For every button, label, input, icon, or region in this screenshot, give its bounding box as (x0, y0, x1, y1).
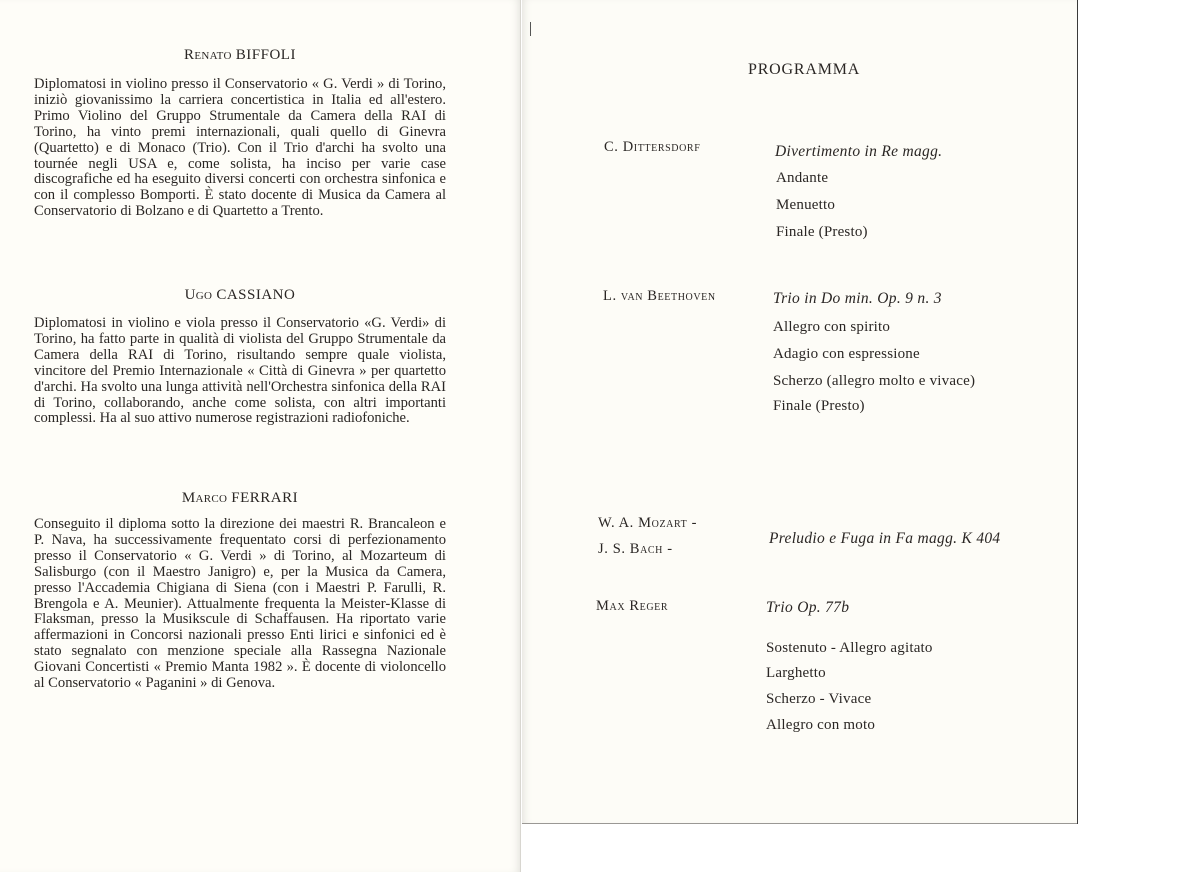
movement: Finale (Presto) (773, 398, 865, 414)
bio-last-name: CASSIANO (216, 287, 296, 303)
composer-dittersdorf: C. Dittersdorf (604, 139, 701, 155)
composer-beethoven: L. van Beethoven (603, 288, 716, 304)
bio-name-biffoli (0, 47, 480, 64)
bio-first-name: Renato (184, 47, 232, 63)
bio-text-biffoli: Diplomatosi in violino presso il Conservatorio « G. Verdi » di Torino, iniziò giovanissimo la carriera concertistica in Italia ed all'estero. Primo Violino del Gruppo Strumentale da Camera della RAI di Torino, ha vinto premi internazionali, quali quello di Ginevra (Quartetto) e di Monaco (Trio). Con il Trio d'archi ha svolto una tournée negli USA e, come solista, ha inciso per varie case discografiche ed ha eseguito diversi concerti con orchestra sinfonica e con il complesso Bomporti. È stato docente di Musica da Camera al Conservatorio di Bolzano e di Quartetto a Trento. (34, 76, 446, 220)
fold-mark (530, 22, 531, 36)
composer-reger: Max Reger (596, 598, 669, 614)
programma-title: PROGRAMMA (748, 61, 861, 78)
bio-name-cassiano (0, 287, 480, 304)
movement: Scherzo (allegro molto e vivace) (773, 373, 976, 389)
bio-name-ferrari (0, 490, 480, 507)
movement: Finale (Presto) (776, 224, 868, 240)
work-title-reger: Trio Op. 77b (766, 599, 850, 616)
movement: Andante (776, 170, 829, 186)
composer-bach: J. S. Bach - (598, 541, 673, 557)
left-page (0, 0, 521, 872)
bio-text-cassiano: Diplomatosi in violino e viola presso il Conservatorio «G. Verdi» di Torino, ha fatto parte in qualità di violista del Gruppo Strumentale da Camera della RAI di Torino, risultando sempre quale violista, vincitore del Premio Internazionale « Città di Ginevra » per quartetto d'archi. Ha svolto una lunga attività nell'Orchestra sinfonica della RAI di Torino, collaborando, anche come solista, con altri importanti complessi. Ha al suo attivo numerose registrazioni radiofoniche. (34, 315, 446, 427)
bio-first-name: Marco (181, 490, 228, 506)
movement: Allegro con moto (766, 717, 876, 733)
bio-last-name: FERRARI (231, 490, 299, 506)
movement: Allegro con spirito (773, 319, 891, 335)
bio-last-name: BIFFOLI (235, 47, 296, 63)
movement: Larghetto (766, 665, 826, 681)
work-title-beethoven: Trio in Do min. Op. 9 n. 3 (773, 290, 942, 307)
work-title-dittersdorf: Divertimento in Re magg. (775, 143, 943, 160)
work-title-mozart-bach: Preludio e Fuga in Fa magg. K 404 (769, 530, 1001, 547)
movement: Adagio con espressione (773, 346, 920, 362)
movement: Menuetto (776, 197, 836, 213)
bio-text-ferrari: Conseguito il diploma sotto la direzione dei maestri R. Brancaleon e P. Nava, ha successivamente frequentato corsi di perfezionamento presso il Conservatorio « G. Verdi » di Torino, al Mozarteum di Salisburgo (con il Maestro Janigro) e, per la Musica da Camera, presso l'Accademia Chigiana di Siena (con i Maestri P. Farulli, R. Brengola e A. Meunier). Attualmente frequenta la Meister-Klasse di Flaksman, presso la Musikscule di Schaffausen. Ha riportato varie affermazioni in Concorsi nazionali presso Enti lirici e sinfonici ed è stato segnalato con menzione speciale alla Rassegna Nazionale Giovani Concertisti « Premio Manta 1982 ». È docente di violoncello al Conservatorio « Paganini » di Genova. (34, 516, 446, 692)
bio-first-name: Ugo (184, 287, 213, 303)
composer-mozart: W. A. Mozart - (598, 515, 698, 531)
movement: Sostenuto - Allegro agitato (766, 640, 933, 656)
movement: Scherzo - Vivace (766, 691, 872, 707)
right-page (522, 0, 1078, 824)
